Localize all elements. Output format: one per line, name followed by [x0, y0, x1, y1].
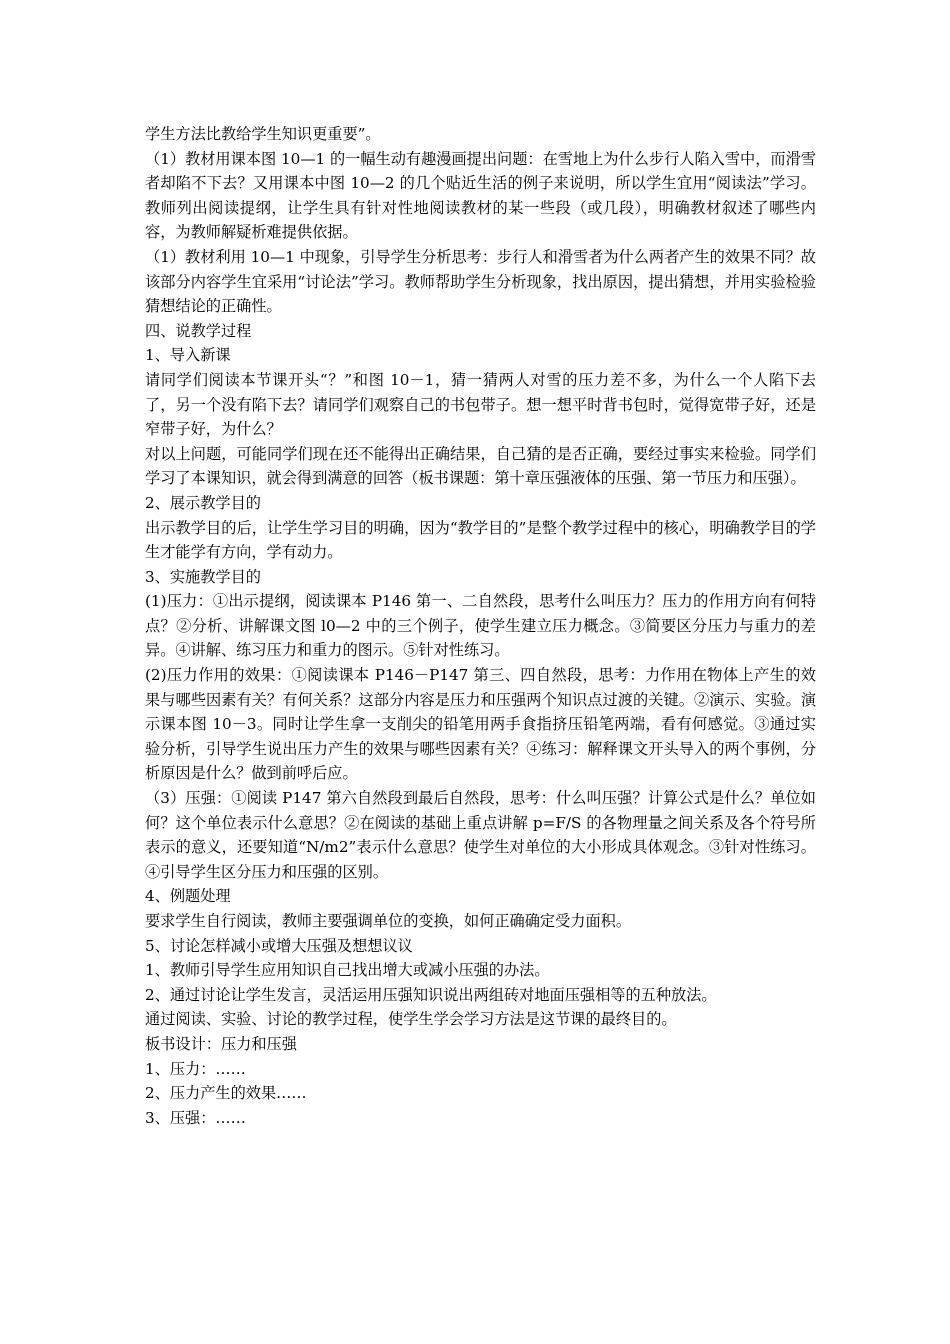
section-heading-process: 四、说教学过程: [145, 321, 252, 340]
subheading-show-goals: 2、展示教学目的: [145, 493, 261, 512]
subheading-examples: 4、例题处理: [145, 887, 231, 906]
paragraph-intro-questions: 请同学们阅读本节课开头“？”和图 10－1，猜一猜两人对雪的压力差不多，为什么一个人陷下去了，另一个没有陷下去？请同学们观察自己的书包带子。想一想平时背书包时，觉得宽带子好，还是窄带子好，为什么？: [145, 370, 816, 439]
paragraph-pressure-intensity: （3）压强：①阅读 P147 第六自然段到最后自然段，思考：什么叫压强？计算公式是什么？单位如何？这个单位表示什么意思？②在阅读的基础上重点讲解 p=F/S 的各物理量之间关系及各个符号所表示的意义，还要知道“N/m2”表示什么意思？使学生对单位的大小形成具体观念。③针对性练习。④引导学生区分压力和压强的区别。: [145, 789, 816, 881]
paragraph-pressure: (1)压力：①出示提纲，阅读课本 P146 第一、二自然段，思考什么叫压力？压力的作用方向有何特点？②分析、讲解课文图 l0—2 中的三个例子，使学生建立压力概念。③简要区分压力与重力的差异。④讲解、练习压力和重力的图示。⑤针对性练习。: [145, 592, 816, 660]
board-design-title: 板书设计：压力和压强: [145, 1034, 297, 1053]
paragraph-discussion-2: 2、通过讨论让学生发言，灵活运用压强知识说出两组砖对地面压强相等的五种放法。: [145, 985, 717, 1004]
paragraph-pressure-effect: (2)压力作用的效果：①阅读课本 P146－P147 第三、四自然段，思考：力作用在物体上产生的效果与哪些因素有关？有何关系？这部分内容是压力和压强两个知识点过渡的关键。②演示、实验。演示课本图 10－3。同时让学生拿一支削尖的铅笔用两手食指挤压铅笔两端，看有何感觉。③通过实验分析，引导学生说出压力产生的效果与哪些因素有关？④练习：解释课文开头导入的两个事例，分析原因是什么？做到前呼后应。: [145, 666, 816, 783]
paragraph-discussion-1: 1、教师引导学生应用知识自己找出增大或减小压强的办法。: [145, 961, 550, 980]
paragraph-summary: 通过阅读、实验、讨论的教学过程，使学生学会学习方法是这节课的最终目的。: [145, 1010, 677, 1029]
paragraph-examples: 要求学生自行阅读，教师主要强调单位的变换，如何正确确定受力面积。: [145, 912, 631, 930]
paragraph-intro-end: 学生方法比教给学生知识更重要”。: [145, 125, 381, 143]
paragraph-textbook-reading: （1）教材用课本图 10—1 的一幅生动有趣漫画提出问题：在雪地上为什么步行人陷入雪中，而滑雪者却陷不下去？又用课本中图 10—2 的几个贴近生活的例子来说明，所以学生宜用“阅读法”学习。教师列出阅读提纲，让学生具有针对性地阅读教材的某一些段（或几段），明确教材叙述了哪些内容，为教师解疑析难提供依据。: [145, 149, 816, 242]
board-item-3: 3、压强：……: [145, 1108, 246, 1127]
paragraph-show-goals: 出示教学目的后，让学生学习目的明确，因为“教学目的”是整个教学过程中的核心，明确教学目的学生才能学有方向，学有动力。: [145, 518, 816, 562]
subheading-discussion: 5、讨论怎样减小或增大压强及想想议议: [145, 936, 413, 955]
board-item-1: 1、压力：……: [145, 1059, 246, 1078]
paragraph-textbook-discussion: （1）教材利用 10—1 中现象，引导学生分析思考：步行人和滑雪者为什么两者产生的效果不同？故该部分内容学生宜采用“讨论法”学习。教师帮助学生分析现象，找出原因，提出猜想，并用实验检验猜想结论的正确性。: [145, 247, 816, 316]
subheading-implement-goals: 3、实施教学目的: [145, 567, 261, 586]
paragraph-intro-answer: 对以上问题，可能同学们现在还不能得出正确结果，自己猜的是否正确，要经过事实来检验。同学们学习了本课知识，就会得到满意的回答（板书课题：第十章压强液体的压强、第一节压力和压强）。: [145, 444, 816, 488]
subheading-intro-lesson: 1、导入新课: [145, 346, 231, 365]
board-item-2: 2、压力产生的效果……: [145, 1084, 307, 1103]
